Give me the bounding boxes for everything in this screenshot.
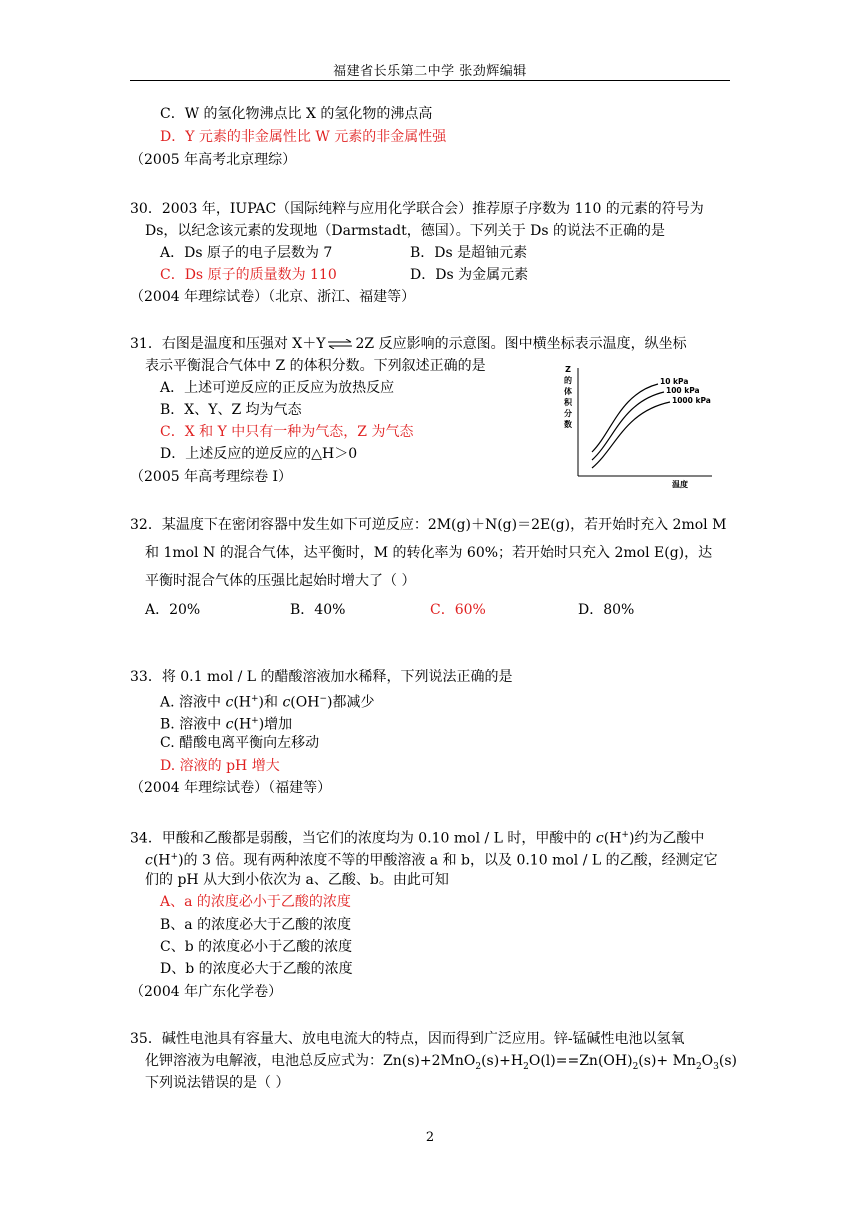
q31-stem-line1 xyxy=(130,334,687,354)
q34-option-b: B、a 的浓度必大于乙酸的浓度 xyxy=(160,917,352,933)
chart-x-label: 温度 xyxy=(672,480,688,489)
chart-ylabel-char-3: 积 xyxy=(564,398,572,407)
page-number: 2 xyxy=(425,1130,435,1145)
q33-option-c: C. 醋酸电离平衡向左移动 xyxy=(160,735,320,751)
q30-option-b: B．Ds 是超铀元素 xyxy=(410,245,528,261)
q35-stem-line2: 化钾溶液为电解液，电池总反应式为：$Zn(s)+2MnO_2(s)+H_2O(l)==Zn(OH)_2(s)+ Mn_2O_3(s)$ xyxy=(145,1053,737,1072)
q35-stem-line2-f: (s) xyxy=(718,1053,737,1069)
curve-10kpa xyxy=(592,384,658,452)
q30-stem-line2: Ds，以纪念该元素的发现地（Darmstadt，德国）。下列关于 Ds 的说法不正确的是 xyxy=(145,223,666,239)
q34-stem-line2-text: 的 3 倍。现有两种浓度不等的甲酸溶液 a 和 b，以及 0.10 mol / L 的乙酸，经测定它 xyxy=(183,852,718,869)
q34-stem-line3: 们的 pH 从大到小依次为 a、乙酸、b。由此可知 xyxy=(145,872,449,888)
q34-option-d: D、b 的浓度必大于乙酸的浓度 xyxy=(160,961,353,977)
q33-option-b-suffix: 增加 xyxy=(264,716,293,733)
q33-option-b-prefix: B. 溶液中 xyxy=(160,716,226,733)
q35-stem-line1: 35．碱性电池具有容量大、放电电流大的特点，因而得到广泛应用。锌-锰碱性电池以氢氧 xyxy=(130,1031,685,1047)
q31-stem-line1-b: 2Z 反应影响的示意图。图中横坐标表示温度，纵坐标 xyxy=(355,336,687,352)
chart-ylabel-char-1: 的 xyxy=(564,376,572,385)
q33-option-a: A. 溶液中 c(H+)和 c(OH−)都减少 xyxy=(160,694,375,711)
q31-stem-line2: 表示平衡混合气体中 Z 的体积分数。下列叙述正确的是 xyxy=(145,358,486,374)
equilibrium-arrow-icon xyxy=(327,339,353,349)
q34-stem-line2: c(H+)的 3 倍。现有两种浓度不等的甲酸溶液 a 和 b，以及 0.10 mol / L 的乙酸，经测定它 xyxy=(145,852,718,869)
q35-stem-line2-e: O xyxy=(701,1053,714,1069)
q29-option-c: C．W 的氢化物沸点比 X 的氢化物的沸点高 xyxy=(160,106,433,122)
q33-stem: 33．将 0.1 mol / L 的醋酸溶液加水稀释，下列说法正确的是 xyxy=(130,669,513,685)
q34-option-a-answer: A、a 的浓度必小于乙酸的浓度 xyxy=(160,894,351,910)
q29-option-d-answer: D．Y 元素的非金属性比 W 元素的非金属性强 xyxy=(160,129,447,145)
q34-stem-line1-prefix: 34．甲酸和乙酸都是弱酸，当它们的浓度均为 0.10 mol / L 时，甲酸中的 xyxy=(130,830,596,847)
q32-stem-line1: 32．某温度下在密闭容器中发生如下可逆反应：2M(g)＋N(g)＝2E(g)，若开始时充入 2mol M xyxy=(130,517,727,533)
q33-option-a-mid: 和 xyxy=(264,694,283,711)
q31-option-b: B．X、Y、Z 均为气态 xyxy=(160,402,302,418)
q35-stem-line2-b: (s)+H xyxy=(481,1053,524,1069)
legend-100kpa: 100 kPa xyxy=(666,386,700,395)
q32-option-b: B．40% xyxy=(290,602,346,618)
chart-ylabel-char-5: 数 xyxy=(564,420,572,429)
chart-ylabel-char-4: 分 xyxy=(564,409,572,418)
q33-option-b: B. 溶液中 c(H+)增加 xyxy=(160,716,293,733)
page-header: 福建省长乐第二中学 张劲辉编辑 xyxy=(333,64,527,79)
header-rule xyxy=(130,80,730,81)
q33-option-d-answer: D. 溶液的 pH 增大 xyxy=(160,758,280,774)
q30-stem-line1: 30．2003 年，IUPAC（国际纯粹与应用化学联合会）推荐原子序数为 110 的元素的符号为 xyxy=(130,201,704,217)
chart-y-label xyxy=(563,365,573,429)
q30-source: （2004 年理综试卷）（北京、浙江、福建等） xyxy=(130,289,416,305)
q30-option-c-answer: C．Ds 原子的质量数为 110 xyxy=(160,267,337,283)
q31-option-c-answer: C．X 和 Y 中只有一种为气态，Z 为气态 xyxy=(160,424,414,440)
q35-stem-line2-a: 化钾溶液为电解液，电池总反应式为：Zn(s)+2MnO xyxy=(145,1053,476,1069)
q31-temperature-pressure-diagram xyxy=(560,362,720,490)
q31-stem-line1-a: 31．右图是温度和压强对 X＋Y xyxy=(130,336,326,352)
q30-option-a: A．Ds 原子的电子层数为 7 xyxy=(160,245,333,261)
q31-source: （2005 年高考理综卷 I） xyxy=(130,469,293,485)
q30-option-d: D．Ds 为金属元素 xyxy=(410,267,529,283)
q31-option-d: D．上述反应的逆反应的△H＞0 xyxy=(160,446,358,462)
q31-option-a: A．上述可逆反应的正反应为放热反应 xyxy=(160,380,395,396)
q32-option-c-answer: C．60% xyxy=(430,602,486,618)
q33-option-a-prefix: A. 溶液中 xyxy=(160,694,226,711)
legend-10kpa: 10 kPa xyxy=(660,377,689,386)
q33-source: （2004 年理综试卷）（福建等） xyxy=(130,780,332,796)
q32-stem-line3: 平衡时混合气体的压强比起始时增大了（ ） xyxy=(145,573,416,589)
q34-stem-line1: 34．甲酸和乙酸都是弱酸，当它们的浓度均为 0.10 mol / L 时，甲酸中的 c(H+)约为乙酸中 xyxy=(130,830,705,847)
q35-stem-line2-c: O(l)==Zn(OH) xyxy=(528,1053,633,1069)
q32-option-a: A．20% xyxy=(145,602,201,618)
q29-source: （2005 年高考北京理综） xyxy=(130,152,297,168)
q32-option-d: D．80% xyxy=(578,602,635,618)
q33-option-a-suffix: 都减少 xyxy=(332,694,375,711)
chart-ylabel-char-0: Z xyxy=(565,365,571,374)
legend-1000kpa: 1000 kPa xyxy=(672,396,711,405)
curve-1000kpa xyxy=(592,402,670,468)
q34-stem-line1-suffix: 约为乙酸中 xyxy=(634,830,705,847)
chart-ylabel-char-2: 体 xyxy=(564,387,572,396)
q35-stem-line3: 下列说法错误的是（ ） xyxy=(145,1075,290,1091)
q34-option-c: C、b 的浓度必小于乙酸的浓度 xyxy=(160,939,353,955)
q32-stem-line2: 和 1mol N 的混合气体，达平衡时，M 的转化率为 60%；若开始时只充入 2mol E(g)，达 xyxy=(145,545,713,561)
q34-source: （2004 年广东化学卷） xyxy=(130,984,283,1000)
q35-stem-line2-d: (s)+ Mn xyxy=(638,1053,696,1069)
